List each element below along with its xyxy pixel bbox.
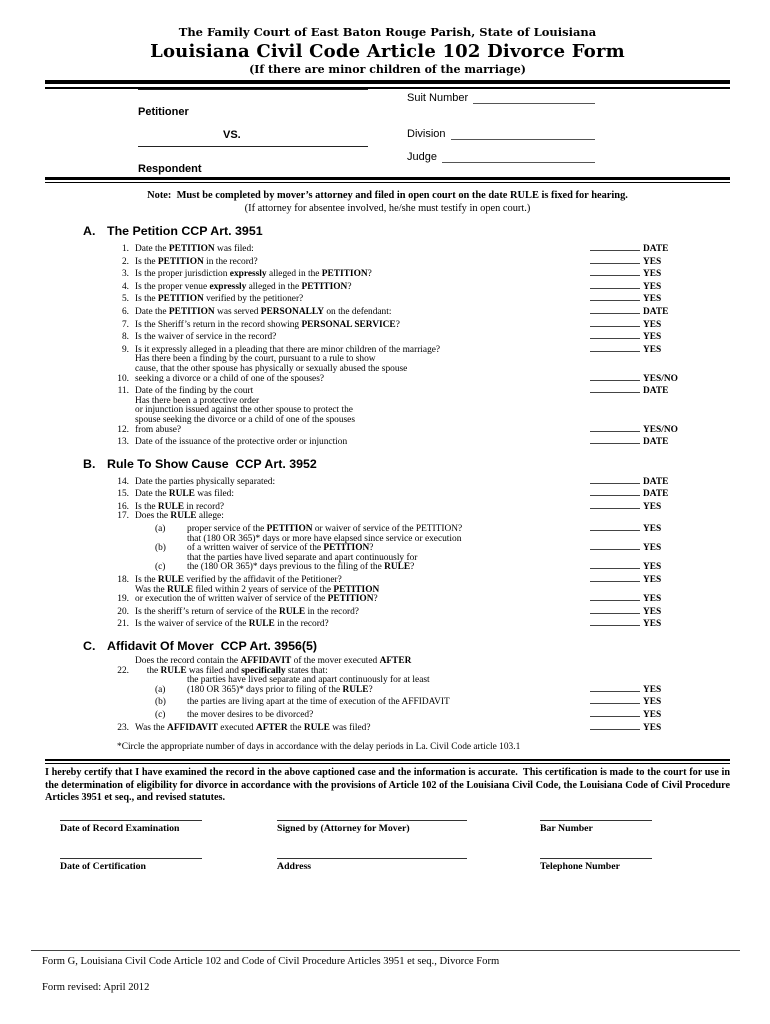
item-text: Is the proper jurisdiction expressly alleged in the PETITION? bbox=[135, 269, 372, 280]
answer-blank[interactable] bbox=[590, 500, 640, 509]
item-number: 5. bbox=[121, 294, 129, 305]
item-number: 9. bbox=[121, 344, 129, 355]
answer-label: YES bbox=[643, 697, 662, 708]
answer-blank[interactable] bbox=[590, 487, 640, 496]
answer-blank[interactable] bbox=[590, 475, 640, 484]
form-item bbox=[45, 475, 730, 488]
signature-field bbox=[277, 858, 467, 872]
division-field bbox=[407, 128, 595, 140]
suit-number-label: Suit Number bbox=[407, 92, 469, 104]
answer-field bbox=[590, 255, 730, 268]
answer-label: YES bbox=[643, 281, 662, 292]
vs-label: VS. bbox=[223, 129, 241, 141]
answer-label: YES bbox=[643, 256, 662, 267]
item-text: Date the PETITION was filed: bbox=[135, 244, 254, 254]
answer-blank[interactable] bbox=[590, 605, 640, 614]
answer-blank[interactable] bbox=[590, 592, 640, 601]
answer-label: YES bbox=[643, 619, 662, 630]
answer-label: DATE bbox=[643, 306, 669, 317]
answer-blank[interactable] bbox=[590, 423, 640, 432]
item-number: 21. bbox=[117, 619, 129, 630]
answer-label: YES/NO bbox=[643, 373, 678, 384]
answer-blank[interactable] bbox=[590, 255, 640, 264]
answer-field bbox=[590, 487, 730, 500]
form-item bbox=[45, 573, 730, 586]
answer-field bbox=[590, 500, 730, 513]
item-text: Is the sheriff’s return of service of the RULE in the record? bbox=[135, 606, 359, 617]
item-number: 7. bbox=[121, 319, 129, 330]
answer-field bbox=[590, 683, 730, 696]
header-rule bbox=[45, 80, 730, 89]
item-number: 3. bbox=[121, 269, 129, 280]
form-item bbox=[45, 292, 730, 305]
item-text: Date the PETITION was served PERSONALLY on the defendant: bbox=[135, 306, 392, 317]
signature-field bbox=[540, 820, 652, 834]
answer-label: YES bbox=[643, 543, 662, 554]
certification-text: I hereby certify that I have examined the record in the above captioned case and the information is accurate. This certification is made to the court for use in the determination of eligibility for divorce in accordance with the provisions of Article 102 of the Louisiana Civil Code, the Louisiana Code of Civil Procedure Articles 3951 et seq., and revised statutes. bbox=[45, 767, 730, 803]
signature-field bbox=[60, 858, 202, 872]
answer-field bbox=[590, 522, 730, 535]
signature-label: Address bbox=[277, 861, 312, 873]
section-letter: B. bbox=[83, 456, 96, 471]
answer-field bbox=[590, 267, 730, 280]
answer-field bbox=[590, 318, 730, 331]
item-number: 16. bbox=[117, 501, 129, 512]
item-number: 23. bbox=[117, 722, 129, 733]
form-item bbox=[45, 318, 730, 331]
answer-blank[interactable] bbox=[590, 708, 640, 717]
signature-field bbox=[277, 820, 467, 834]
answer-label: YES bbox=[643, 524, 662, 535]
signature-line[interactable] bbox=[540, 820, 652, 821]
answer-label: YES bbox=[643, 344, 662, 355]
answer-field bbox=[590, 617, 730, 630]
answer-field bbox=[590, 475, 730, 488]
answer-blank[interactable] bbox=[590, 617, 640, 626]
answer-field bbox=[590, 435, 730, 448]
item-text: Is it expressly alleged in a pleading that there are minor children of the marriage? bbox=[135, 344, 441, 355]
form-subitem bbox=[45, 695, 730, 708]
signature-label: Date of Certification bbox=[60, 861, 146, 873]
answer-field bbox=[590, 541, 730, 554]
item-number: 10. bbox=[117, 373, 129, 384]
item-text: Is the RULE in record? bbox=[135, 501, 225, 512]
delay-periods-footnote: *Circle the appropriate number of days in accordance with the delay periods in La. Civil Code article 103.1 bbox=[117, 742, 521, 753]
respondent-label: Respondent bbox=[138, 163, 202, 175]
division-line[interactable] bbox=[451, 128, 595, 140]
item-text: proper service of the PETITION or waiver of service of the PETITION? bbox=[187, 524, 463, 535]
answer-field bbox=[590, 423, 730, 436]
answer-field bbox=[590, 592, 730, 605]
item-text: Is the Sheriff’s return in the record showing PERSONAL SERVICE? bbox=[135, 319, 400, 330]
item-text: Is the waiver of service of the RULE in the record? bbox=[135, 619, 329, 630]
section-title: The Petition CCP Art. 3951 bbox=[107, 224, 263, 238]
answer-field bbox=[590, 372, 730, 385]
answer-blank[interactable] bbox=[590, 372, 640, 381]
form-subitem bbox=[45, 554, 730, 573]
item-number: 19. bbox=[117, 594, 129, 605]
item-text: Was the AFFIDAVIT executed AFTER the RULE was filed? bbox=[135, 722, 371, 733]
answer-field bbox=[590, 695, 730, 708]
form-item bbox=[45, 267, 730, 280]
item-number: (a) bbox=[155, 684, 166, 695]
item-number: 8. bbox=[121, 332, 129, 343]
section-title: Affidavit Of Mover CCP Art. 3956(5) bbox=[107, 639, 317, 653]
form-item bbox=[45, 305, 730, 318]
item-text: Is the waiver of service in the record? bbox=[135, 332, 277, 343]
item-text: Date the parties physically separated: bbox=[135, 476, 276, 487]
item-text: Is the PETITION in the record? bbox=[135, 256, 258, 267]
answer-field bbox=[590, 384, 730, 397]
item-text: Is the proper venue expressly alleged in the PETITION? bbox=[135, 281, 352, 292]
item-number: 4. bbox=[121, 281, 129, 292]
item-number: (c) bbox=[155, 709, 166, 720]
answer-label: YES bbox=[643, 722, 662, 733]
answer-field bbox=[590, 708, 730, 721]
signature-line[interactable] bbox=[60, 858, 202, 859]
answer-field bbox=[590, 292, 730, 305]
answer-field bbox=[590, 280, 730, 293]
form-item bbox=[45, 512, 730, 522]
form-item bbox=[45, 255, 730, 268]
item-text: Has there been a protective order or injunction issued against the other spouse to protect the spouse seeking the divorce or a child of one of the spouses from abuse? bbox=[135, 395, 355, 435]
form-item bbox=[45, 657, 730, 676]
form-item bbox=[45, 384, 730, 397]
item-number: 20. bbox=[117, 606, 129, 617]
form-subitem bbox=[45, 535, 730, 554]
item-number: 6. bbox=[121, 306, 129, 317]
form-item bbox=[45, 397, 730, 435]
form-header bbox=[45, 26, 730, 76]
answer-blank[interactable] bbox=[590, 318, 640, 327]
answer-label: YES bbox=[643, 594, 662, 605]
item-text: the mover desires to be divorced? bbox=[187, 709, 314, 720]
section-letter: A. bbox=[83, 224, 96, 238]
note-block bbox=[45, 189, 730, 215]
form-subitem bbox=[45, 708, 730, 721]
answer-blank[interactable] bbox=[590, 560, 640, 569]
answer-blank[interactable] bbox=[590, 280, 640, 289]
answer-blank[interactable] bbox=[590, 522, 640, 531]
answer-field bbox=[590, 605, 730, 618]
item-number: (a) bbox=[155, 524, 166, 535]
answer-label: YES bbox=[643, 319, 662, 330]
item-number: (b) bbox=[155, 543, 166, 554]
form-item bbox=[45, 721, 730, 734]
answer-blank[interactable] bbox=[590, 721, 640, 730]
form-item bbox=[45, 355, 730, 384]
judge-field bbox=[407, 151, 595, 163]
answer-label: DATE bbox=[643, 476, 669, 487]
answer-blank[interactable] bbox=[590, 343, 640, 352]
judge-label: Judge bbox=[407, 151, 437, 163]
item-text: that the parties have lived separate and apart continuously for the (180 OR 365)* days previous to the filing of the RULE? bbox=[187, 552, 418, 573]
signature-line[interactable] bbox=[277, 858, 467, 859]
answer-blank[interactable] bbox=[590, 267, 640, 276]
section-letter: C. bbox=[83, 639, 96, 653]
answer-label: YES bbox=[643, 332, 662, 343]
answer-field bbox=[590, 343, 730, 356]
answer-label: YES bbox=[643, 501, 662, 512]
section-heading bbox=[83, 458, 730, 471]
item-text: Was the RULE filed within 2 years of service of the PETITION or execution the of written waiver of service of the PETITION? bbox=[135, 584, 380, 605]
item-number: (c) bbox=[155, 562, 166, 573]
suit-number-line[interactable] bbox=[473, 92, 595, 104]
answer-label: YES bbox=[643, 294, 662, 305]
signature-field bbox=[540, 858, 652, 872]
item-number: 13. bbox=[117, 437, 129, 448]
answer-blank[interactable] bbox=[590, 330, 640, 339]
answer-blank[interactable] bbox=[590, 683, 640, 692]
form-item bbox=[45, 435, 730, 448]
item-number: 2. bbox=[121, 256, 129, 267]
signature-field bbox=[60, 820, 202, 834]
section-heading bbox=[83, 225, 730, 238]
item-number: 18. bbox=[117, 575, 129, 586]
item-number: (b) bbox=[155, 697, 166, 708]
signature-label: Signed by (Attorney for Mover) bbox=[277, 823, 410, 835]
form-item bbox=[45, 280, 730, 293]
answer-label: YES bbox=[643, 575, 662, 586]
signature-label: Bar Number bbox=[540, 823, 593, 835]
petitioner-line[interactable] bbox=[138, 89, 368, 90]
respondent-line[interactable] bbox=[138, 146, 368, 147]
form-item bbox=[45, 605, 730, 618]
answer-label: YES bbox=[643, 606, 662, 617]
answer-blank[interactable] bbox=[590, 573, 640, 582]
item-text: Does the record contain the AFFIDAVIT of the mover executed AFTER the RULE was filed and specifically states that: bbox=[135, 656, 412, 676]
note-line-2: (If attorney for absentee involved, he/she must testify in open court.) bbox=[244, 203, 531, 214]
answer-label: DATE bbox=[643, 386, 669, 397]
suit-number-field bbox=[407, 92, 595, 104]
answer-field bbox=[590, 242, 730, 255]
answer-field bbox=[590, 305, 730, 318]
item-text: the parties have lived separate and apart continuously for at least (180 OR 365)* days prior to filing of the RULE? bbox=[187, 675, 430, 695]
answer-label: DATE bbox=[643, 489, 669, 500]
item-text: Does the RULE allege: bbox=[135, 511, 224, 522]
answer-blank[interactable] bbox=[590, 292, 640, 301]
item-number: 14. bbox=[117, 476, 129, 487]
caption-rule bbox=[45, 177, 730, 183]
petitioner-label: Petitioner bbox=[138, 106, 189, 118]
item-number: 1. bbox=[121, 244, 129, 254]
answer-label: DATE bbox=[643, 244, 669, 254]
form-item bbox=[45, 487, 730, 500]
judge-line[interactable] bbox=[442, 151, 595, 163]
signature-label: Telephone Number bbox=[540, 861, 620, 873]
section-heading bbox=[83, 640, 730, 653]
answer-field bbox=[590, 330, 730, 343]
signature-block bbox=[45, 820, 730, 900]
form-item bbox=[45, 617, 730, 630]
answer-blank[interactable] bbox=[590, 695, 640, 704]
signature-line[interactable] bbox=[540, 858, 652, 859]
item-number: 11. bbox=[117, 386, 129, 397]
form-subitem bbox=[45, 676, 730, 695]
form-item bbox=[45, 330, 730, 343]
form-title: Louisiana Civil Code Article 102 Divorce Form bbox=[150, 41, 625, 62]
page-footer bbox=[31, 950, 740, 993]
answer-label: YES/NO bbox=[643, 424, 678, 435]
item-text: Date the RULE was filed: bbox=[135, 489, 234, 500]
answer-field bbox=[590, 573, 730, 586]
section-title: Rule To Show Cause CCP Art. 3952 bbox=[107, 456, 317, 471]
answer-field bbox=[590, 560, 730, 573]
court-name: The Family Court of East Baton Rouge Parish, State of Louisiana bbox=[178, 25, 597, 39]
item-text: Is the PETITION verified by the petitioner? bbox=[135, 294, 304, 305]
division-label: Division bbox=[407, 128, 446, 140]
item-number: 12. bbox=[117, 424, 129, 435]
form-sections bbox=[45, 225, 730, 733]
form-subitem bbox=[45, 522, 730, 535]
note-line-1: Note: Must be completed by mover’s attorney and filed in open court on the date RULE is fixed for hearing. bbox=[147, 190, 628, 201]
answer-label: YES bbox=[643, 562, 662, 573]
footer-rule bbox=[31, 950, 740, 951]
answer-label: YES bbox=[643, 684, 662, 695]
answer-blank[interactable] bbox=[590, 305, 640, 314]
answer-field bbox=[590, 721, 730, 734]
answer-label: YES bbox=[643, 269, 662, 280]
answer-blank[interactable] bbox=[590, 541, 640, 550]
answer-blank[interactable] bbox=[590, 435, 640, 444]
item-text: Date of the finding by the court bbox=[135, 386, 254, 397]
item-text: Date of the issuance of the protective order or injunction bbox=[135, 437, 348, 448]
form-item bbox=[45, 586, 730, 605]
signature-line[interactable] bbox=[277, 820, 467, 821]
answer-blank[interactable] bbox=[590, 384, 640, 393]
footer-form-id: Form G, Louisiana Civil Code Article 102 and Code of Civil Procedure Articles 3951 et seq., Divorce Form bbox=[42, 956, 500, 967]
form-item bbox=[45, 242, 730, 255]
answer-label: YES bbox=[643, 709, 662, 720]
item-text: Has there been a finding by the court, pursuant to a rule to show cause, that the other spouse has physically or sexually abused the spouse seeking a divorce or a child of one of the spouses? bbox=[135, 354, 408, 384]
answer-blank[interactable] bbox=[590, 242, 640, 251]
item-number: 17. bbox=[117, 511, 129, 522]
form-subtitle: (If there are minor children of the marriage) bbox=[249, 63, 526, 76]
signature-label: Date of Record Examination bbox=[60, 823, 180, 835]
caption-block bbox=[45, 89, 730, 177]
item-text: the parties are living apart at the time of execution of the AFFIDAVIT bbox=[187, 697, 450, 708]
item-number: 22. bbox=[117, 665, 129, 676]
item-text: Is the RULE verified by the affidavit of the Petitioner? bbox=[135, 575, 342, 586]
footer-revision: Form revised: April 2012 bbox=[42, 982, 150, 993]
item-text: that (180 OR 365)* days or more have elapsed since service or execution of a written waiver of service of the PETITION? bbox=[187, 533, 462, 554]
certification-rule bbox=[45, 759, 730, 764]
answer-label: DATE bbox=[643, 437, 669, 448]
item-number: 15. bbox=[117, 489, 129, 500]
signature-line[interactable] bbox=[60, 820, 202, 821]
